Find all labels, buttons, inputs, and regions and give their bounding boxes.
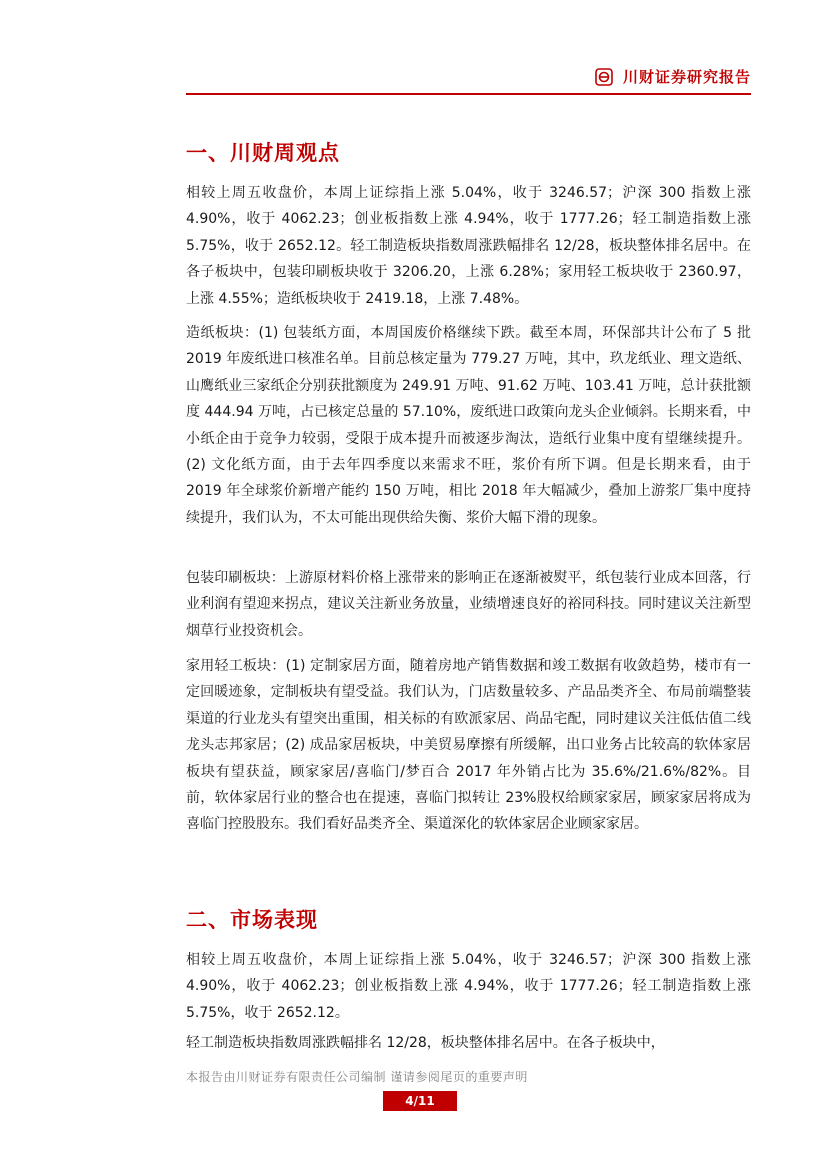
chuancai-logo-icon [595, 68, 613, 86]
page-number: 4/11 [383, 1091, 457, 1111]
paragraph-market-summary: 相较上周五收盘价，本周上证综指上涨 5.04%，收于 3246.57；沪深 300 指数上涨 4.90%，收于 4062.23；创业板指数上涨 4.94%，收于 1777.26；轻工制造指数上涨 5.75%，收于 2652.12。轻工制造板块指数周涨跌幅排名 12/28，板块整体排名居中。在各子板块中，包装印刷板块收于 3206.20，上涨 6.28%；家用轻工板块收于 2360.97，上涨 4.55%；造纸板块收于 2419.18，上涨 7.48%。 [186, 185, 751, 307]
page-header [186, 64, 751, 96]
footer-disclaimer: 本报告由川财证券有限责任公司编制 谨请参阅尾页的重要声明 [186, 1070, 528, 1084]
header-divider [186, 93, 751, 95]
paragraph-household-sector: 家用轻工板块：(1) 定制家居方面，随着房地产销售数据和竣工数据有收敛趋势，楼市有一定回暖迹象，定制板块有望受益。我们认为，门店数量较多、产品品类齐全、布局前端整装渠道的行业龙头有望突出重围，相关标的有欧派家居、尚品宅配，同时建议关注低估值二线龙头志邦家居；(2) 成品家居板块，中美贸易摩擦有所缓解，出口业务占比较高的软体家居板块有望获益，顾家家居/喜临门/梦百合 2017 年外销占比为 35.6%/21.6%/82%。目前，软体家居行业的整合也在提速，喜临门拟转让 23%股权给顾家家居，顾家家居将成为喜临门控股股东。我们看好品类齐全、渠道深化的软体家居企业顾家家居。 [186, 658, 751, 833]
paragraph-paper-sector: 造纸板块：(1) 包装纸方面，本周国废价格继续下跌。截至本周，环保部共计公布了 5 批 2019 年废纸进口核准名单。目前总核定量为 779.27 万吨，其中，玖龙纸业、理文造纸、山鹰纸业三家纸企分别获批额度为 249.91 万吨、91.62 万吨、103.41 万吨，总计获批额度 444.94 万吨，占已核定总量的 57.10%，废纸进口政策向龙头企业倾斜。长期来看，中小纸企由于竞争力较弱，受限于成本提升而被逐步淘汰，造纸行业集中度有望继续提升。(2) 文化纸方面，由于去年四季度以来需求不旺，浆价有所下调。但是长期来看，由于 2019 年全球浆价新增产能约 150 万吨，相比 2018 年大幅减少，叠加上游浆厂集中度持续提升，我们认为，不太可能出现供给失衡、浆价大幅下滑的现象。 [186, 325, 751, 526]
brand [595, 66, 751, 87]
paragraph-sector-ranking: 轻工制造板块指数周涨跌幅排名 12/28，板块整体排名居中。在各子板块中， [186, 1035, 665, 1051]
section-title-market-performance: 二、市场表现 [186, 907, 318, 932]
paragraph-market-performance: 相较上周五收盘价，本周上证综指上涨 5.04%，收于 3246.57；沪深 300 指数上涨 4.90%，收于 4062.23；创业板指数上涨 4.94%，收于 1777.26；轻工制造指数上涨 5.75%，收于 2652.12。 [186, 952, 751, 1021]
brand-name: 川财证券研究报告 [622, 68, 751, 86]
paragraph-packaging-sector: 包装印刷板块：上游原材料价格上涨带来的影响正在逐渐被熨平，纸包装行业成本回落，行业利润有望迎来拐点，建议关注新业务放量，业绩增速良好的裕同科技。同时建议关注新型烟草行业投资机会。 [186, 570, 751, 639]
section-title-weekly-view: 一、川财周观点 [186, 140, 340, 165]
